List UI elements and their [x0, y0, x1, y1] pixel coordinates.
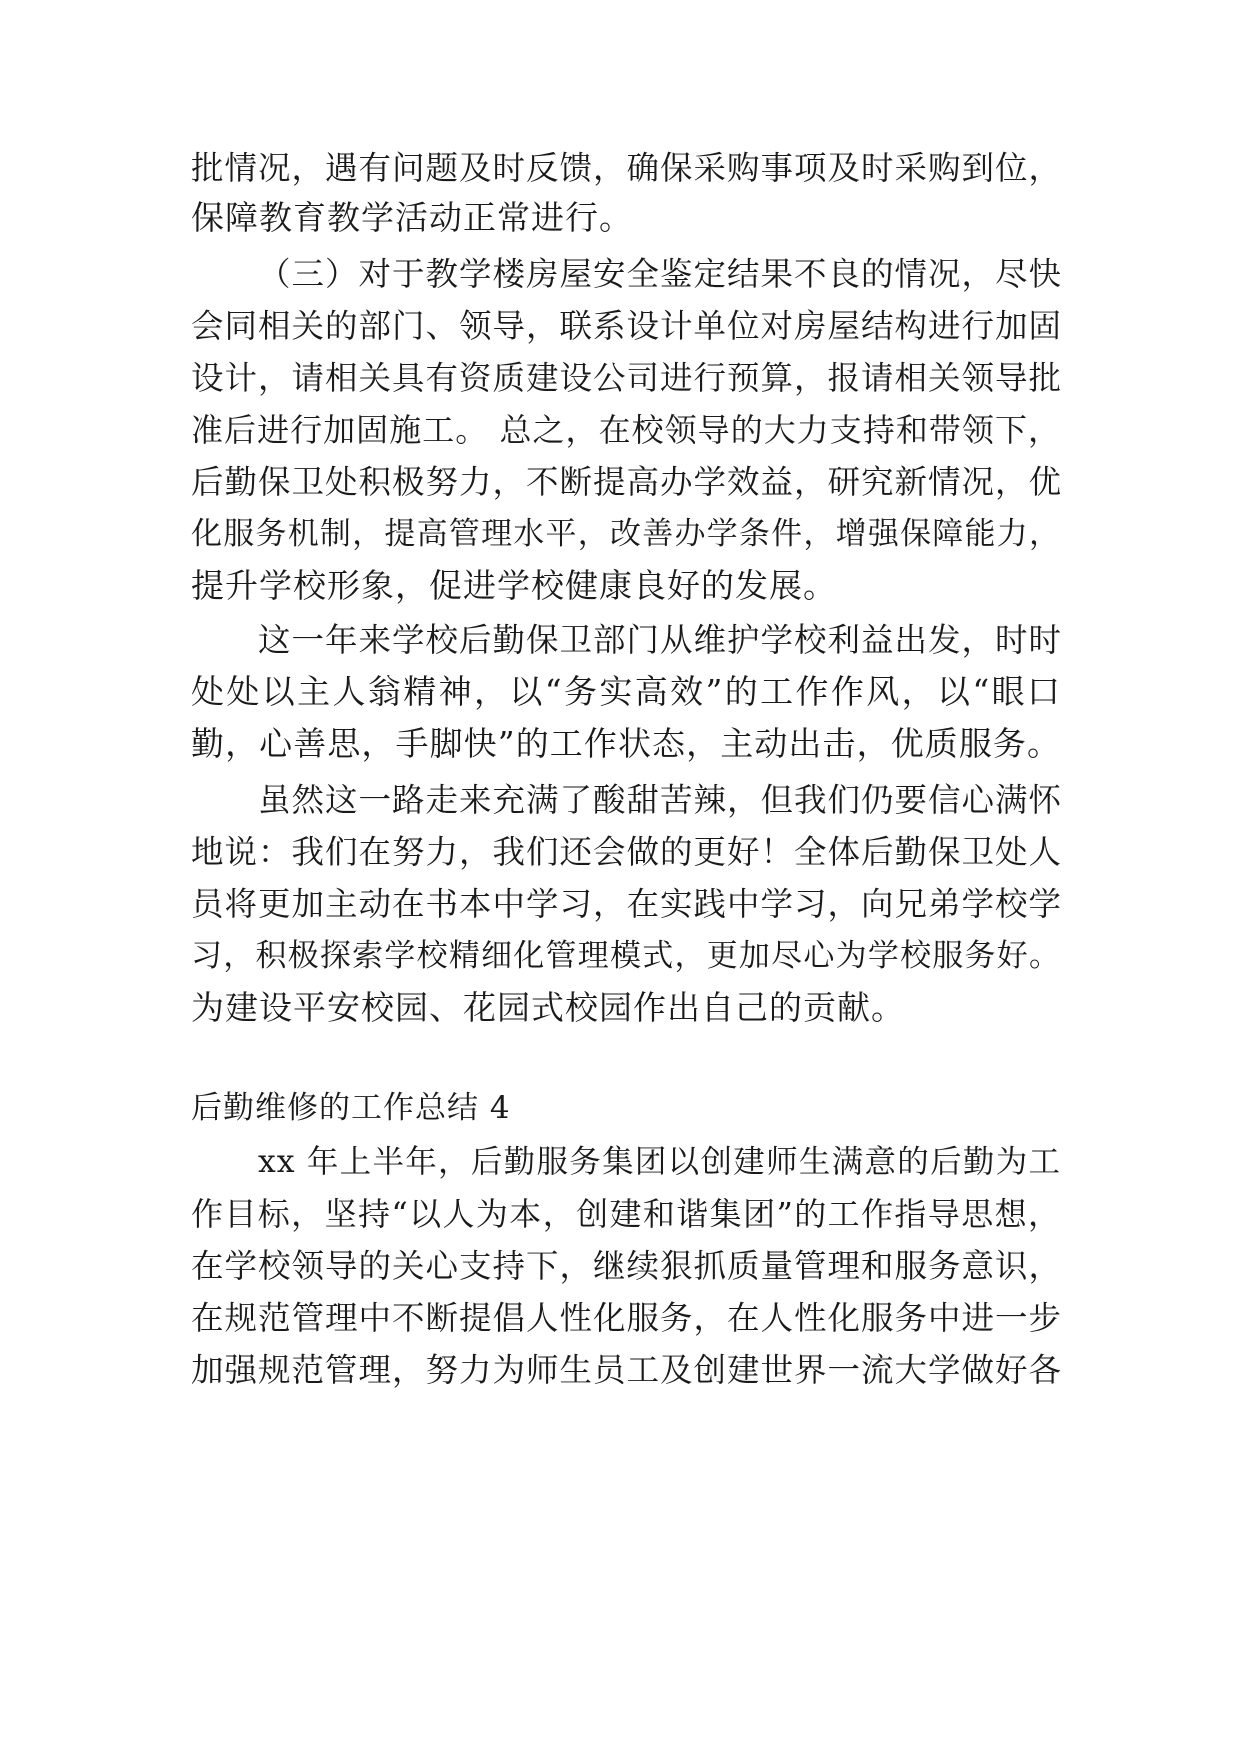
paragraph-1-line-2: 保障教育教学活动正常进行。	[191, 198, 633, 237]
section-paragraph-line-1: xx 年上半年，后勤服务集团以创建师生满意的后勤为工	[258, 1144, 1061, 1180]
paragraph-2-line-2: 会同相关的部门、领导，联系设计单位对房屋结构进行加固	[191, 307, 1063, 345]
paragraph-3-line-1: 这一年来学校后勤保卫部门从维护学校利益出发，时时	[258, 621, 1063, 659]
section-paragraph-line-4: 在规范管理中不断提倡人性化服务，在人性化服务中进一步	[191, 1299, 1063, 1337]
paragraph-2-line-3: 设计，请相关具有资质建设公司进行预算，报请相关领导批	[191, 359, 1063, 397]
paragraph-4-line-5: 为建设平安校园、花园式校园作出自己的贡献。	[191, 988, 905, 1027]
paragraph-3-line-2: 处处以主人翁精神，以“务实高效”的工作作风，以“眼口	[191, 672, 1061, 711]
paragraph-2-line-5: 后勤保卫处积极努力，不断提高办学效益，研究新情况，优	[191, 463, 1063, 501]
paragraph-3-line-3: 勤，心善思，手脚快”的工作状态，主动出击，优质服务。	[191, 724, 1061, 763]
paragraph-2-line-4: 准后进行加固施工。 总之，在校领导的大力支持和带领下，	[191, 411, 1061, 449]
section-heading: 后勤维修的工作总结 4	[191, 1090, 511, 1126]
paragraph-1-line-1: 批情况，遇有问题及时反馈，确保采购事项及时采购到位，	[191, 149, 1063, 187]
paragraph-4-line-2: 地说：我们在努力，我们还会做的更好！全体后勤保卫处人	[191, 833, 1063, 871]
paragraph-2-line-7: 提升学校形象，促进学校健康良好的发展。	[191, 566, 837, 605]
paragraph-2-line-1: （三）对于教学楼房屋安全鉴定结果不良的情况，尽快	[258, 255, 1063, 293]
paragraph-4-line-4: 习，积极探索学校精细化管理模式，更加尽心为学校服务好。	[191, 938, 1061, 974]
section-paragraph-line-5: 加强规范管理，努力为师生员工及创建世界一流大学做好各	[191, 1351, 1063, 1389]
section-paragraph-line-2: 作目标，坚持“以人为本，创建和谐集团”的工作指导思想，	[191, 1195, 1061, 1233]
paragraph-4-line-1: 虽然这一路走来充满了酸甜苦辣，但我们仍要信心满怀	[258, 781, 1063, 819]
section-paragraph-line-3: 在学校领导的关心支持下，继续狠抓质量管理和服务意识，	[191, 1247, 1063, 1285]
paragraph-4-line-3: 员将更加主动在书本中学习，在实践中学习，向兄弟学校学	[191, 885, 1063, 923]
paragraph-2-line-6: 化服务机制，提高管理水平，改善办学条件，增强保障能力，	[191, 516, 1061, 552]
